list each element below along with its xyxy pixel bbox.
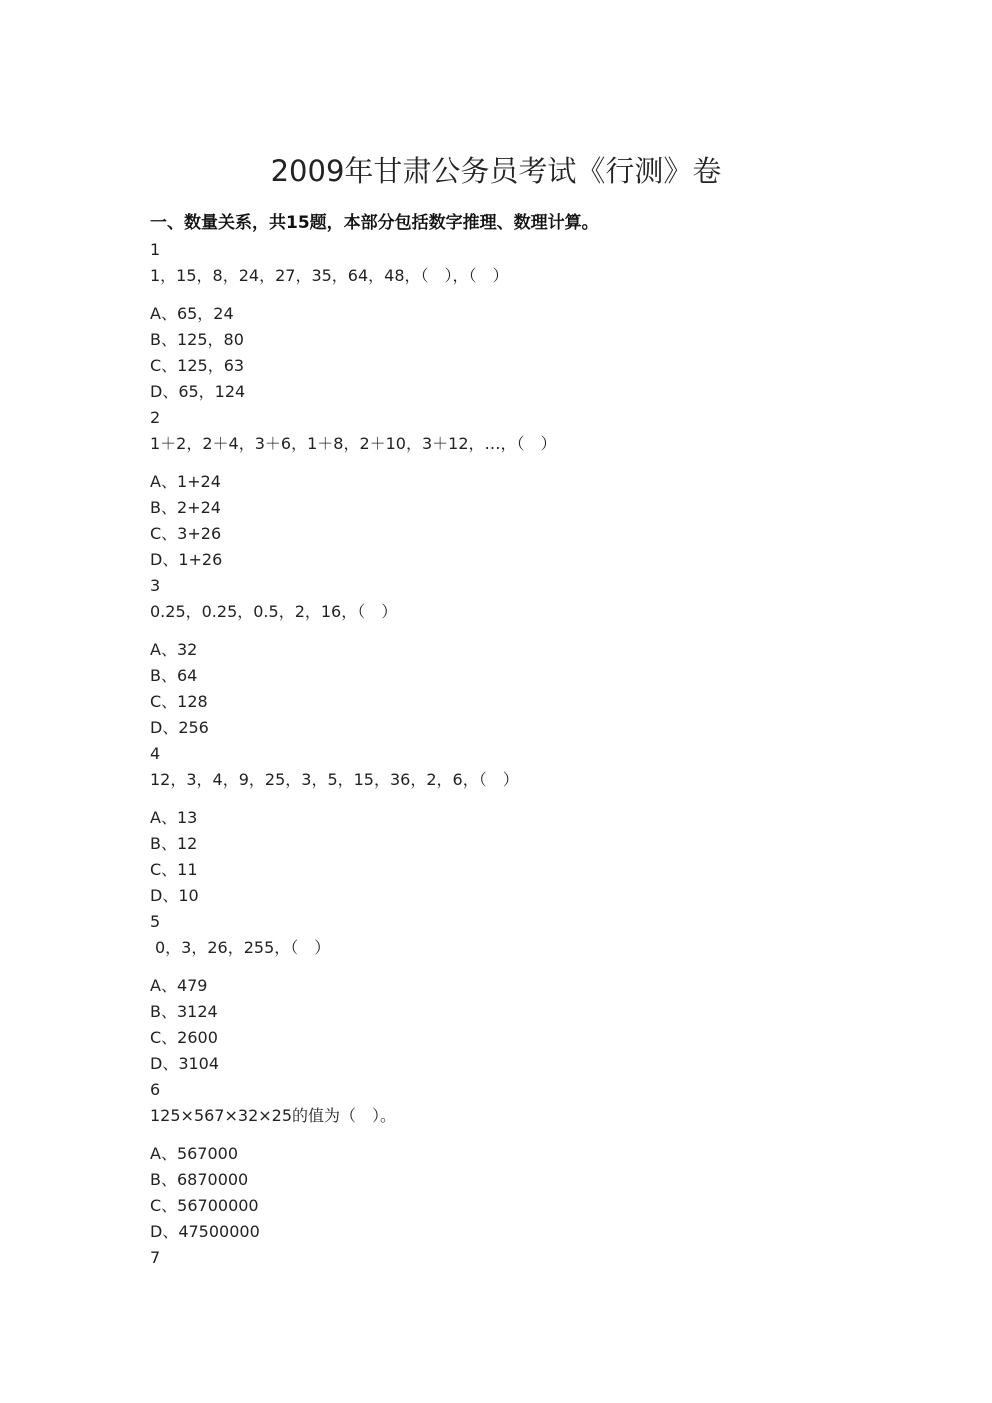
option-d: D、3104	[150, 1054, 220, 1073]
option-b: B、3124	[150, 1002, 218, 1021]
question-stem: 0，3，26，255，（ ）	[155, 938, 331, 957]
option-a: A、32	[150, 640, 198, 659]
option-a: A、479	[150, 976, 208, 995]
question-number: 2	[150, 408, 161, 427]
question-5	[150, 909, 910, 1077]
question-number: 4	[150, 744, 161, 763]
question-number: 5	[150, 912, 161, 931]
option-d: D、1+26	[150, 550, 223, 569]
question-stem: 12，3，4，9，25，3，5，15，36，2，6，（ ）	[150, 770, 519, 789]
option-c: C、11	[150, 860, 198, 879]
option-c: C、128	[150, 692, 208, 711]
question-3	[150, 573, 910, 741]
question-number: 3	[150, 576, 161, 595]
option-b: B、64	[150, 666, 198, 685]
option-b: B、2+24	[150, 498, 221, 517]
option-a: A、65，24	[150, 304, 234, 323]
option-c: C、56700000	[150, 1196, 259, 1215]
option-c: C、2600	[150, 1028, 218, 1047]
question-stem: 0.25，0.25，0.5，2，16，（ ）	[150, 602, 398, 621]
option-d: D、47500000	[150, 1222, 260, 1241]
option-c: C、125，63	[150, 356, 245, 375]
option-d: D、10	[150, 886, 199, 905]
option-d: D、256	[150, 718, 209, 737]
option-a: A、13	[150, 808, 198, 827]
option-b: B、125，80	[150, 330, 244, 349]
option-a: A、1+24	[150, 472, 221, 491]
question-4	[150, 741, 910, 909]
question-stem: 125×567×32×25的值为（ ）。	[150, 1106, 397, 1125]
option-b: B、12	[150, 834, 198, 853]
question-number: 6	[150, 1080, 161, 1099]
section-heading: 一、数量关系，共15题，本部分包括数字推理、数理计算。	[150, 213, 599, 233]
question-stem: 1，15，8，24，27，35，64，48，（ ），（ ）	[150, 266, 509, 285]
question-stem: 1＋2，2＋4，3＋6，1＋8，2＋10，3＋12，…，（ ）	[150, 434, 557, 453]
option-a: A、567000	[150, 1144, 239, 1163]
question-number: 1	[150, 240, 161, 259]
question-list	[150, 237, 910, 1271]
question-number: 7	[150, 1248, 161, 1267]
option-d: D、65，124	[150, 382, 246, 401]
question-1	[150, 237, 910, 405]
question-7	[150, 1245, 910, 1271]
option-c: C、3+26	[150, 524, 222, 543]
option-b: B、6870000	[150, 1170, 249, 1189]
question-6	[150, 1077, 910, 1245]
page-title: 2009年甘肃公务员考试《行测》卷	[270, 154, 722, 188]
question-2	[150, 405, 910, 573]
